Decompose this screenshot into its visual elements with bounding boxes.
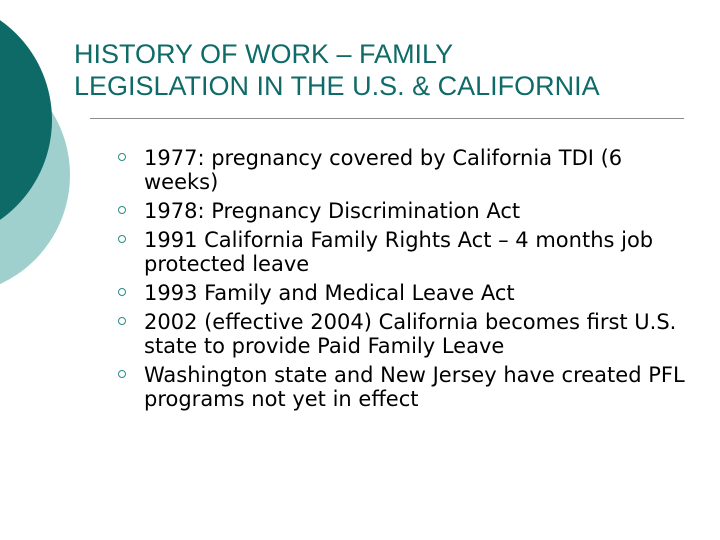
- bullet-text: 2002 (effective 2004) California becomes first U.S. state to provide Paid Family Leave: [144, 310, 677, 358]
- hollow-circle-bullet-icon: [118, 235, 126, 243]
- hollow-circle-bullet-icon: [118, 206, 126, 214]
- bullet-item-1978: [116, 199, 696, 223]
- bullet-item-1991: [116, 228, 696, 276]
- bullet-text: 1977: pregnancy covered by California TDI (6 weeks): [144, 146, 623, 194]
- bullet-text: 1978: Pregnancy Discrimination Act: [144, 199, 521, 223]
- slide-title: [74, 38, 714, 102]
- bullet-item-2002: [116, 310, 696, 358]
- title-line-2: LEGISLATION IN THE U.S. & CALIFORNIA: [74, 71, 600, 101]
- decorative-circles: [0, 0, 80, 300]
- title-divider: [90, 118, 684, 119]
- hollow-circle-bullet-icon: [118, 153, 126, 161]
- hollow-circle-bullet-icon: [118, 317, 126, 325]
- bullet-text: Washington state and New Jersey have created PFL programs not yet in effect: [144, 363, 685, 411]
- title-line-1: HISTORY OF WORK – FAMILY: [74, 39, 454, 69]
- bullet-text: 1993 Family and Medical Leave Act: [144, 281, 515, 305]
- bullet-item-wa-nj: [116, 363, 696, 411]
- bullet-list: [116, 146, 696, 416]
- hollow-circle-bullet-icon: [118, 370, 126, 378]
- bullet-text: 1991 California Family Rights Act – 4 months job protected leave: [144, 228, 654, 276]
- bullet-item-1977: [116, 146, 696, 194]
- hollow-circle-bullet-icon: [118, 288, 126, 296]
- circles-graphic: [0, 0, 80, 300]
- bullet-item-1993: [116, 281, 696, 305]
